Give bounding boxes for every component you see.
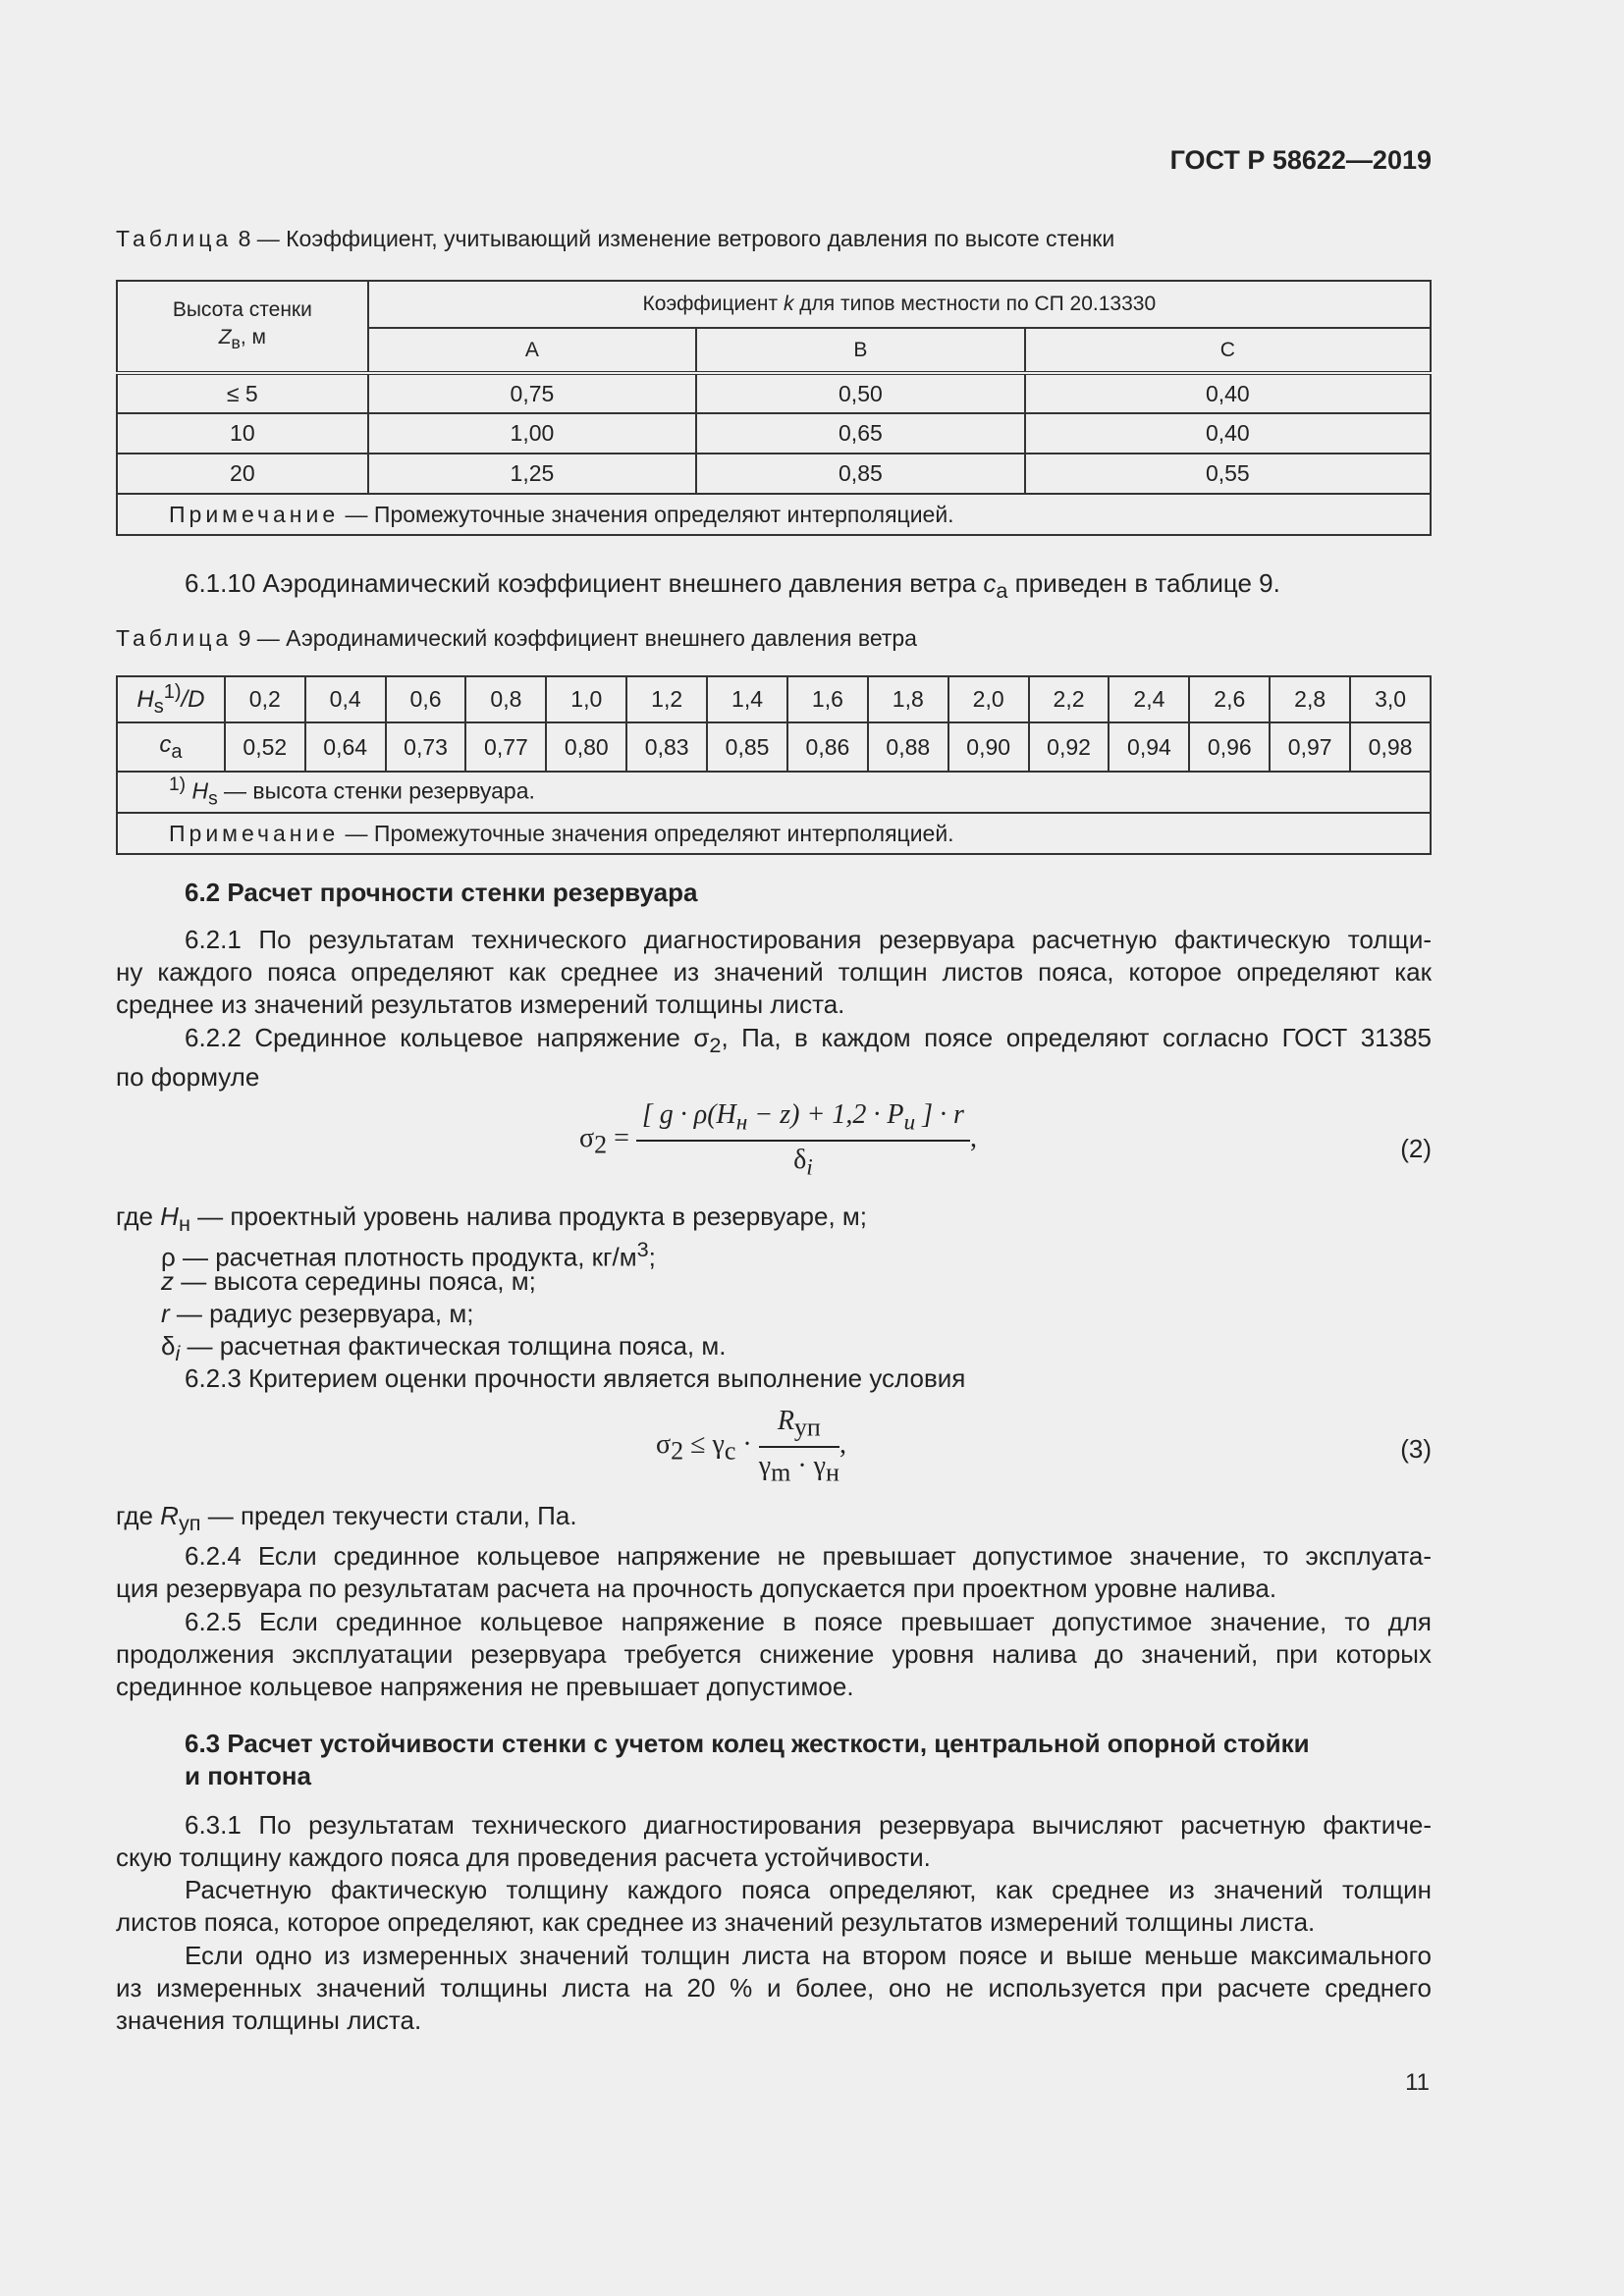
legend-var: H	[160, 1201, 179, 1231]
table9-coef-var: c	[159, 730, 172, 758]
table9-caption-label: Таблица	[116, 625, 233, 651]
table8-caption-number: 8	[238, 226, 251, 251]
formula-2-num-b-sub: u	[903, 1109, 916, 1136]
table9-ratio-cell: 0,4	[305, 676, 386, 722]
text-line: Расчетную фактическую толщину каждого пояса определяют, как среднее из значений толщин	[185, 1875, 1432, 1904]
legend-var: δ	[161, 1331, 176, 1361]
table8-height-var: Z	[218, 325, 232, 348]
table8-caption-label: Таблица	[116, 226, 233, 251]
formula-2-num-a: [ g · ρ(H	[641, 1099, 736, 1130]
table9-caption-number: 9	[238, 625, 251, 651]
legend-line	[116, 1500, 577, 1539]
table8-caption	[116, 226, 1114, 252]
formula-3-den-a-sub: m	[771, 1458, 791, 1487]
formula-2-num-c: ] · r	[915, 1099, 964, 1130]
table9-coef-cell: 0,83	[626, 722, 707, 772]
table-row	[117, 413, 1431, 454]
legend-text: — расчетная фактическая толщина пояса, м.	[180, 1331, 727, 1361]
table8-caption-text: — Коэффициент, учитывающий изменение ветрового давления по высоте стенки	[256, 226, 1115, 251]
paragraph-6-3-1	[116, 1809, 1432, 1874]
table8-cell: 20	[117, 454, 368, 494]
table9-ratio-cell: 2,2	[1029, 676, 1110, 722]
formula-3-lhs-sub: 2	[671, 1436, 684, 1466]
table9-note-text: — Промежуточные значения определяют интерполяцией.	[339, 820, 954, 846]
table8-coef-var: k	[783, 293, 794, 315]
text-line: срединное кольцевое напряжения не превышает допустимое.	[116, 1672, 854, 1701]
formula-3-num-sub: уп	[793, 1413, 821, 1442]
formula-3-comma: ,	[839, 1429, 846, 1461]
table9-coef-cell: 0,92	[1029, 722, 1110, 772]
table8-type-c: С	[1025, 328, 1431, 373]
formula-2-num-b: − z) + 1,2 · P	[747, 1099, 904, 1130]
table-row	[117, 676, 1431, 722]
table8-cell: 0,40	[1025, 373, 1431, 413]
table9-ratio-sup: 1)	[163, 680, 182, 703]
formula-3-dot: ·	[735, 1429, 752, 1461]
table9-ratio-sub: s	[153, 695, 164, 718]
table8-type-b: В	[696, 328, 1024, 373]
legend-line	[161, 1298, 473, 1330]
table9-caption-text: — Аэродинамический коэффициент внешнего давления ветра	[256, 625, 917, 651]
paragraph-6-1-10	[116, 567, 1432, 607]
table9-footnote-mark: 1)	[169, 774, 187, 795]
table9-coef-cell: 0,80	[546, 722, 626, 772]
paragraph-6-1-10-text: 6.1.10 Аэродинамический коэффициент внешнего давления ветра	[185, 568, 984, 598]
formula-3-op-sub: c	[724, 1436, 736, 1466]
section-6-2-heading: 6.2 Расчет прочности стенки резервуара	[185, 878, 698, 907]
table9-coef-cell: 0,90	[948, 722, 1029, 772]
formula-3-den-b-sub: н	[826, 1458, 839, 1487]
section-6-3-heading	[116, 1728, 1432, 1792]
legend-sub: н	[178, 1211, 190, 1237]
heading-line: и понтона	[185, 1761, 311, 1790]
legend-var: z	[161, 1266, 174, 1296]
table9-footnote	[117, 772, 1431, 813]
formula-3-numerator	[759, 1406, 839, 1448]
legend-text-end: ;	[648, 1242, 656, 1272]
paragraph-6-2-3: 6.2.3 Критерием оценки прочности является выполнение условия	[185, 1363, 966, 1393]
formula-3-num: R	[777, 1406, 794, 1436]
table-row	[117, 454, 1431, 494]
table8-cell: 0,40	[1025, 413, 1431, 454]
formula-2-lhs-sub: 2	[594, 1130, 608, 1159]
table9-coef-cell: 0,64	[305, 722, 386, 772]
legend-sup: 3	[636, 1237, 649, 1261]
table8-height-header	[117, 281, 368, 373]
table9-coef-cell: 0,85	[707, 722, 787, 772]
table9-coef-cell: 0,77	[465, 722, 546, 772]
table9-ratio-cell: 1,0	[546, 676, 626, 722]
table9-footnote-sub: s	[208, 788, 218, 810]
table8-cell: ≤ 5	[117, 373, 368, 413]
paragraph-6-2-4	[116, 1540, 1432, 1605]
formula-3-denominator	[759, 1448, 839, 1488]
table9-ratio-cell: 0,2	[225, 676, 305, 722]
table8-coef-header	[368, 281, 1431, 328]
table9-footnote-text: — высота стенки резервуара.	[217, 777, 535, 804]
table9-coef-sub: a	[171, 740, 183, 763]
table8-type-a: А	[368, 328, 696, 373]
text-span: , Па, в каждом поясе определяют согласно ГОСТ 31385	[721, 1023, 1432, 1052]
table8-height-header-line1: Высота стенки	[172, 297, 312, 321]
text-line: скую толщину каждого пояса для проведения расчета устойчивости.	[116, 1842, 931, 1872]
legend-sub: i	[175, 1341, 181, 1366]
table-row	[117, 722, 1431, 772]
text-line: листов пояса, которое определяют, как среднее из значений результатов измерений толщины листа.	[116, 1907, 1316, 1937]
table9-ratio-cell: 0,8	[465, 676, 546, 722]
table9-coef-cell: 0,86	[787, 722, 868, 772]
table9-ratio-cell: 1,2	[626, 676, 707, 722]
legend-text: — расчетная плотность продукта, кг/м	[175, 1242, 637, 1272]
legend-text: — проектный уровень налива продукта в резервуаре, м;	[189, 1201, 868, 1231]
table9-ratio-post: /D	[181, 685, 205, 713]
table9-note	[117, 813, 1431, 854]
formula-3-den-a: γ	[758, 1450, 772, 1481]
legend-text: — высота середины пояса, м;	[174, 1266, 536, 1296]
formula-3	[656, 1406, 846, 1487]
table9	[116, 675, 1432, 855]
paragraph-6-1-10-sub: a	[996, 578, 1008, 604]
table9-coef-cell: 0,94	[1109, 722, 1189, 772]
legend-text: — предел текучести стали, Па.	[200, 1501, 577, 1530]
page-number: 11	[1405, 2069, 1430, 2096]
table9-coef-header	[117, 722, 225, 772]
text-line: ну каждого пояса определяют как среднее из значений толщин листов пояса, которое определяют как	[116, 957, 1432, 987]
paragraph-6-2-5	[116, 1606, 1432, 1703]
text-span: 6.2.2 Срединное кольцевое напряжение σ	[185, 1023, 710, 1052]
table9-ratio-cell: 1,4	[707, 676, 787, 722]
text-line: из измеренных значений толщины листа на 20 % и более, оно не используется при расчете среднего	[116, 1973, 1432, 2002]
formula-3-fraction	[759, 1406, 839, 1487]
paragraph-6-1-10-text-end: приведен в таблице 9.	[1007, 568, 1280, 598]
table9-ratio-cell: 2,6	[1189, 676, 1270, 722]
formula-2-num-a-sub: н	[735, 1109, 748, 1136]
table9-coef-cell: 0,97	[1270, 722, 1350, 772]
paragraph-6-2-2	[116, 1022, 1432, 1094]
legend-line	[161, 1265, 536, 1298]
formula-2-equals: =	[614, 1123, 629, 1154]
table8-note	[117, 494, 1431, 535]
legend-sub: уп	[178, 1511, 201, 1536]
table8-note-text: — Промежуточные значения определяют интерполяцией.	[339, 501, 954, 527]
table-row	[117, 373, 1431, 413]
table9-ratio-cell: 2,8	[1270, 676, 1350, 722]
paragraph-6-3-3	[116, 1940, 1432, 2037]
table8-coef-post: для типов местности по СП 20.13330	[793, 293, 1157, 315]
table8-cell: 0,50	[696, 373, 1024, 413]
table8-cell: 0,75	[368, 373, 696, 413]
text-line: продолжения эксплуатации резервуара требуется снижение уровня налива до значений, при которых	[116, 1639, 1432, 1669]
table8-cell: 1,00	[368, 413, 696, 454]
table9-ratio-header	[117, 676, 225, 722]
table8-height-sub: в	[231, 333, 241, 353]
table9-ratio-cell: 3,0	[1350, 676, 1431, 722]
formula-2	[579, 1099, 977, 1181]
table9-note-label: Примечание	[169, 820, 340, 846]
table8-coef-pre: Коэффициент	[642, 293, 784, 315]
text-sub: 2	[709, 1033, 722, 1058]
text-line: 6.2.1 По результатам технического диагностирования резервуара расчетную фактическую толщи-	[185, 925, 1432, 954]
table8-cell: 0,85	[696, 454, 1024, 494]
formula-2-lhs: σ	[579, 1123, 595, 1154]
table9-ratio-var: H	[136, 685, 154, 713]
table9-caption	[116, 625, 917, 652]
table9-coef-cell: 0,98	[1350, 722, 1431, 772]
formula-3-number: (3)	[1400, 1434, 1432, 1464]
table9-ratio-cell: 2,4	[1109, 676, 1189, 722]
formula-2-den: δ	[793, 1144, 807, 1175]
table8-cell: 0,55	[1025, 454, 1431, 494]
formula-2-number: (2)	[1400, 1134, 1432, 1163]
formula-2-numerator	[636, 1099, 970, 1142]
formula-3-den-b: · γ	[790, 1450, 827, 1481]
table9-ratio-cell: 2,0	[948, 676, 1029, 722]
table9-ratio-cell: 1,8	[868, 676, 948, 722]
text-line: 6.2.4 Если срединное кольцевое напряжение не превышает допустимое значение, то эксплуата-	[185, 1541, 1432, 1571]
formula-3-lhs: σ	[656, 1429, 672, 1461]
text-line: по формуле	[116, 1062, 260, 1093]
table9-footnote-var: H	[191, 777, 209, 804]
legend-var: R	[160, 1501, 179, 1530]
formula-2-fraction	[636, 1099, 970, 1181]
paragraph-6-2-1	[116, 924, 1432, 1021]
table8-cell: 0,65	[696, 413, 1024, 454]
table8-cell: 1,25	[368, 454, 696, 494]
paragraph-6-1-10-var: c	[983, 568, 997, 598]
legend-where: где	[116, 1201, 161, 1231]
formula-2-denominator	[636, 1142, 970, 1182]
table9-coef-cell: 0,96	[1189, 722, 1270, 772]
paragraph-6-3-2	[116, 1874, 1432, 1939]
formula-3-op: ≤ γ	[683, 1429, 725, 1461]
text-line: Если одно из измеренных значений толщин листа на втором поясе и выше меньше максимального	[185, 1941, 1432, 1970]
legend-text: — радиус резервуара, м;	[169, 1299, 474, 1328]
heading-line: 6.3 Расчет устойчивости стенки с учетом колец жесткости, центральной опорной стойки	[185, 1729, 1310, 1758]
table9-ratio-cell: 1,6	[787, 676, 868, 722]
table9-coef-cell: 0,88	[868, 722, 948, 772]
table9-coef-cell: 0,73	[386, 722, 466, 772]
document-id: ГОСТ Р 58622—2019	[1169, 145, 1432, 175]
legend-var: ρ	[161, 1242, 176, 1272]
text-line: 6.2.5 Если срединное кольцевое напряжение в поясе превышает допустимое значение, то для	[185, 1607, 1432, 1636]
table8	[116, 280, 1432, 536]
text-line: среднее из значений результатов измерений толщины листа.	[116, 989, 845, 1019]
table8-note-label: Примечание	[169, 501, 340, 527]
legend-var: r	[161, 1299, 170, 1328]
legend-where: где	[116, 1501, 161, 1530]
table8-height-unit: , м	[240, 325, 266, 348]
table8-cell: 10	[117, 413, 368, 454]
table9-coef-cell: 0,52	[225, 722, 305, 772]
text-line: 6.3.1 По результатам технического диагностирования резервуара вычисляют расчетную фактиче-	[185, 1810, 1432, 1840]
text-line	[116, 1022, 1432, 1061]
formula-2-den-sub: i	[806, 1154, 813, 1181]
table9-ratio-cell: 0,6	[386, 676, 466, 722]
text-line: значения толщины листа.	[116, 2005, 422, 2035]
formula-2-comma: ,	[969, 1123, 977, 1154]
text-line: ция резервуара по результатам расчета на прочность допускается при проектном уровне налива.	[116, 1574, 1277, 1603]
